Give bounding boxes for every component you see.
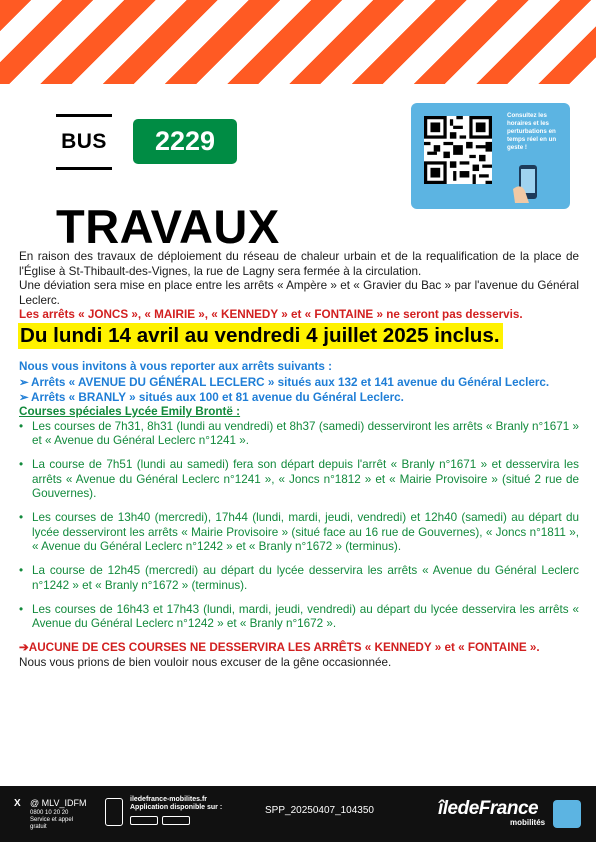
brand-logo-text: îledeFrance: [438, 798, 539, 819]
bullet-icon: •: [19, 564, 24, 577]
list-item: • Les courses de 7h31, 8h31 (lundi au vendredi) et 8h37 (samedi) desserviront les arrêts « Branly n°1671 » et « Avenue du Général Leclerc n°1241 ».: [19, 419, 579, 447]
invite-text: Nous vous invitons à vous reporter aux arrêts suivants :: [19, 359, 333, 373]
qr-info-card[interactable]: [411, 103, 570, 209]
page-title: TRAVAUX: [56, 200, 280, 253]
bullet-icon: •: [19, 602, 24, 616]
bullet-icon: •: [19, 458, 24, 471]
list-item: • La course de 12h45 (mercredi) au départ du lycée desservira les arrêts « Avenue du Général Leclerc n°1242 » et « Branly n°1672 » (terminus).: [19, 564, 579, 592]
social-handle[interactable]: @ MLV_IDFM: [30, 798, 87, 808]
arrow-right-icon: ➔: [19, 641, 29, 654]
list-item: • La course de 7h51 (lundi au samedi) fera son départ depuis l'arrêt « Branly n°1671 » et desservira les arrêts « Avenue du Général Leclerc n°1241 », « Joncs n°1812 » et « Mairie Provisoire » (situé 2 rue de Gouvernes).: [19, 458, 579, 500]
qr-caption: Consultez les horaires et les perturbations en temps réel en un geste !: [507, 112, 557, 151]
not-served-notice: Les arrêts « JONCS », « MAIRIE », « KENNEDY » et « FONTAINE » ne seront pas desservis.: [19, 308, 523, 321]
website-link[interactable]: iledefrance-mobilites.fr: [130, 796, 208, 803]
mobile-icon: [105, 798, 123, 826]
closing-text: Nous vous prions de bien vouloir nous excuser de la gêne occasionnée.: [19, 655, 392, 669]
list-item: • Les courses de 16h43 et 17h43 (lundi, mardi, jeudi, vendredi) au départ du lycée desservira les arrêts « Avenue du Général Leclerc n°1242 » et « Branly n°1672 ».: [19, 602, 579, 630]
qr-code-icon[interactable]: [424, 116, 492, 184]
special-courses-list: [19, 420, 579, 632]
list-item: ➢ Arrêts « BRANLY » situés aux 100 et 81 avenue du Général Leclerc.: [19, 390, 404, 404]
footer-bar: [0, 786, 596, 842]
list-item: • Les courses de 13h40 (mercredi), 17h44 (lundi, mardi, jeudi, vendredi) et 12h40 (samedi) au départ du lycée desserviront les arrêts « Mairie Provisoire » (situé face au 16 rue de Gouvernes), « Joncs n°1811 », « Avenue du Général Leclerc n°1242 » et « Branly n°1672 » (terminus).: [19, 511, 579, 553]
app-availability-text: Application disponible sur :: [130, 804, 223, 811]
alternative-stops-list: [19, 376, 579, 405]
dates-banner: [19, 323, 579, 349]
list-item: ➢ Arrêts « AVENUE DU GÉNÉRAL LECLERC » situés aux 132 et 141 avenue du Général Leclerc.: [19, 376, 550, 389]
accessibility-person-icon: [553, 800, 581, 828]
warning-notice: ➔AUCUNE DE CES COURSES NE DESSERVIRA LES ARRÊTS « KENNEDY » et « FONTAINE ».: [19, 641, 540, 654]
deviation-paragraph: Une déviation sera mise en place entre les arrêts « Ampère » et « Gravier du Bac » par l'avenue du Général Leclerc.: [19, 279, 579, 307]
bus-mode-badge: [56, 114, 112, 170]
google-play-badge[interactable]: [130, 816, 158, 825]
bullet-icon: •: [19, 419, 24, 433]
phone-info: 0800 10 20 20 Service et appel gratuit: [30, 810, 74, 830]
x-logo-icon[interactable]: X: [14, 798, 21, 809]
app-store-badge[interactable]: [162, 816, 190, 825]
arrow-right-icon: ➢: [19, 376, 29, 389]
bus-mode-label: BUS: [61, 130, 107, 153]
brand-logo-subtitle: mobilités: [510, 818, 546, 827]
intro-paragraph: En raison des travaux de déploiement du réseau de chaleur urbain et de la requalification de la place de l'Église à St-Thibault-des-Vignes, la rue de Lagny sera fermée à la circulation.: [19, 250, 579, 278]
notice-body: [19, 250, 579, 670]
bullet-icon: •: [19, 511, 24, 524]
smartphone-icon: [511, 163, 545, 203]
hazard-stripes-banner: [0, 0, 596, 84]
line-number-badge: [133, 119, 237, 164]
line-number: 2229: [154, 126, 216, 156]
arrow-right-icon: ➢: [19, 390, 29, 404]
document-reference: SPP_20250407_104350: [265, 805, 374, 816]
dates-text: Du lundi 14 avril au vendredi 4 juillet 2025 inclus.: [18, 323, 503, 349]
lycee-section-title: Courses spéciales Lycée Emily Brontë :: [19, 405, 241, 418]
